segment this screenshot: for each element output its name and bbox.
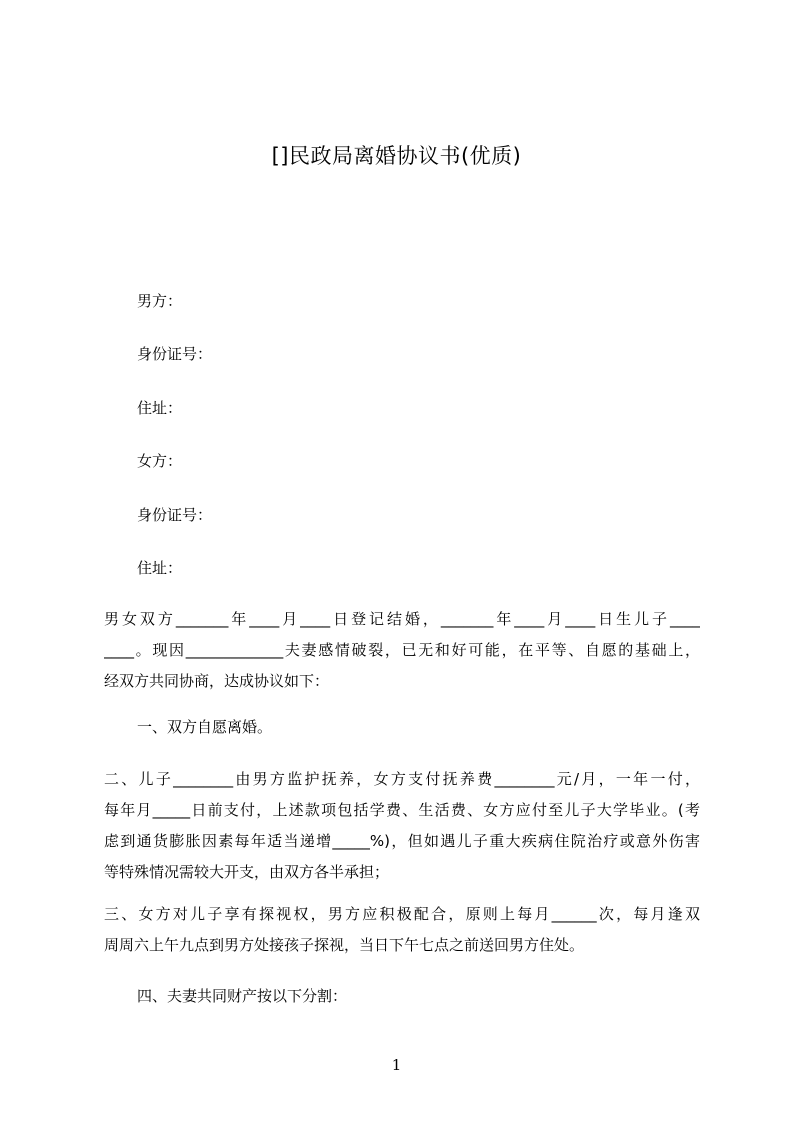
male-party-label: 男方：: [137, 292, 183, 310]
clause-2-line: 每年月_____日前支付，上述款项包括学费、生活费、女方应付至儿子大学毕业。(考: [104, 801, 700, 819]
clause-3-paragraph: [104, 899, 700, 961]
intro-line: 男女双方_______年____月____日登记结婚，_______年____月____日生儿子____: [104, 610, 700, 628]
page-number: 1: [391, 1056, 402, 1074]
document-title: []民政局离婚协议书(优质): [271, 144, 522, 168]
intro-paragraph: [104, 604, 700, 697]
female-address-label: 住址：: [137, 559, 183, 577]
clause-2-line: 虑到通货膨胀因素每年适当递增_____%)，但如遇儿子重大疾病住院治疗或意外伤害: [104, 832, 700, 850]
intro-line: 经双方共同协商，达成协议如下：: [104, 672, 330, 690]
male-address-label: 住址：: [137, 399, 183, 417]
male-id-label: 身份证号：: [137, 345, 213, 363]
clause-2-paragraph: [104, 764, 700, 888]
clause-3-line: 三、女方对儿子享有探视权，男方应积极配合，原则上每月______次，每月逢双: [104, 905, 700, 923]
clause-4-heading: 四、夫妻共同财产按以下分割：: [137, 987, 348, 1005]
female-id-label: 身份证号：: [137, 506, 213, 524]
intro-line: ____。现因_____________夫妻感情破裂，已无和好可能，在平等、自愿的基础上，: [104, 641, 700, 659]
clause-3-line: 周周六上午九点到男方处接孩子探视，当日下午七点之前送回男方住处。: [104, 936, 585, 954]
clause-1-heading: 一、双方自愿离婚。: [137, 718, 273, 736]
clause-2-line: 等特殊情况需较大开支，由双方各半承担；: [104, 863, 390, 881]
clause-2-line: 二、儿子________由男方监护抚养，女方支付抚养费________元/月，一年一付，: [104, 770, 700, 788]
female-party-label: 女方：: [137, 452, 183, 470]
